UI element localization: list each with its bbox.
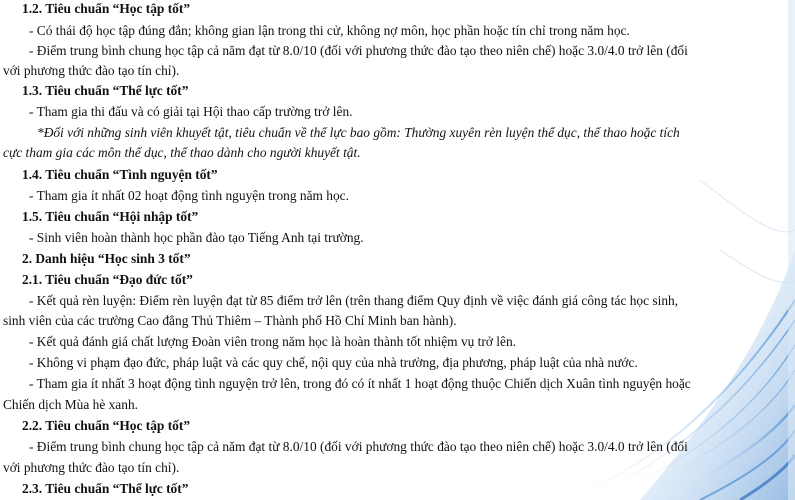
heading-1-4: 1.4. Tiêu chuẩn “Tình nguyện tốt” xyxy=(22,167,218,182)
heading-1-5: 1.5. Tiêu chuẩn “Hội nhập tốt” xyxy=(22,209,199,224)
heading-2-2: 2.2. Tiêu chuẩn “Học tập tốt” xyxy=(22,418,191,433)
text-2-1-line1a: - Kết quả rèn luyện: Điểm rèn luyện đạt từ 85 điểm trở lên (trên thang điểm Quy định về việc đánh giá công tác học sinh, xyxy=(29,293,679,308)
text-1-3-line1: - Tham gia thi đấu và có giải tại Hội thao cấp trường trở lên. xyxy=(29,104,353,119)
heading-1-2: 1.2. Tiêu chuẩn “Học tập tốt” xyxy=(22,1,191,16)
text-2-1-line3: - Không vi phạm đạo đức, pháp luật và các quy chế, nội quy của nhà trường, địa phương, pháp luật của nhà nước. xyxy=(29,355,638,370)
text-1-2-line1: - Có thái độ học tập đúng đắn; không gian lận trong thi cử, không nợ môn, học phần hoặc tín chỉ trong năm học. xyxy=(29,23,630,38)
text-2-2-line1a: - Điểm trung bình chung học tập cả năm đạt từ 8.0/10 (đối với phương thức đào tạo theo niên chế) hoặc 3.0/4.0 trở lên (đối xyxy=(29,439,688,454)
text-2-1-line2: - Kết quả đánh giá chất lượng Đoàn viên trong năm học là hoàn thành tốt nhiệm vụ trở lên. xyxy=(29,334,516,349)
heading-2-1: 2.1. Tiêu chuẩn “Đạo đức tốt” xyxy=(22,272,193,287)
text-1-2-line2a: - Điểm trung bình chung học tập cả năm đạt từ 8.0/10 (đối với phương thức đào tạo theo niên chế) hoặc 3.0/4.0 trở lên (đối xyxy=(29,43,688,58)
text-1-5-line1: - Sinh viên hoàn thành học phần đào tạo Tiếng Anh tại trường. xyxy=(29,230,364,245)
heading-2: 2. Danh hiệu “Học sinh 3 tốt” xyxy=(22,251,191,266)
text-2-1-line1b: sinh viên của các trường Cao đẳng Thủ Thiêm – Thành phố Hồ Chí Minh ban hành). xyxy=(3,313,457,328)
text-2-2-line1b: với phương thức đào tạo tín chỉ). xyxy=(3,460,180,475)
text-2-1-line4b: Chiến dịch Mùa hè xanh. xyxy=(3,397,138,412)
text-1-2-line2b: với phương thức đào tạo tín chỉ). xyxy=(3,63,180,78)
text-2-1-line4a: - Tham gia ít nhất 3 hoạt động tình nguyện trở lên, trong đó có ít nhất 1 hoạt động thuộc Chiến dịch Xuân tình nguyện hoặc xyxy=(29,376,691,391)
heading-2-3: 2.3. Tiêu chuẩn “Thể lực tốt” xyxy=(22,481,189,496)
text-1-3-note-a: *Đối với những sinh viên khuyết tật, tiêu chuẩn về thể lực bao gồm: Thường xuyên rèn luyện thể dục, thể thao hoặc tích xyxy=(37,125,680,140)
text-1-3-note-b: cực tham gia các môn thể dục, thể thao dành cho người khuyết tật. xyxy=(3,145,361,160)
text-1-4-line1: - Tham gia ít nhất 02 hoạt động tình nguyện trong năm học. xyxy=(29,188,349,203)
heading-1-3: 1.3. Tiêu chuẩn “Thể lực tốt” xyxy=(22,83,189,98)
